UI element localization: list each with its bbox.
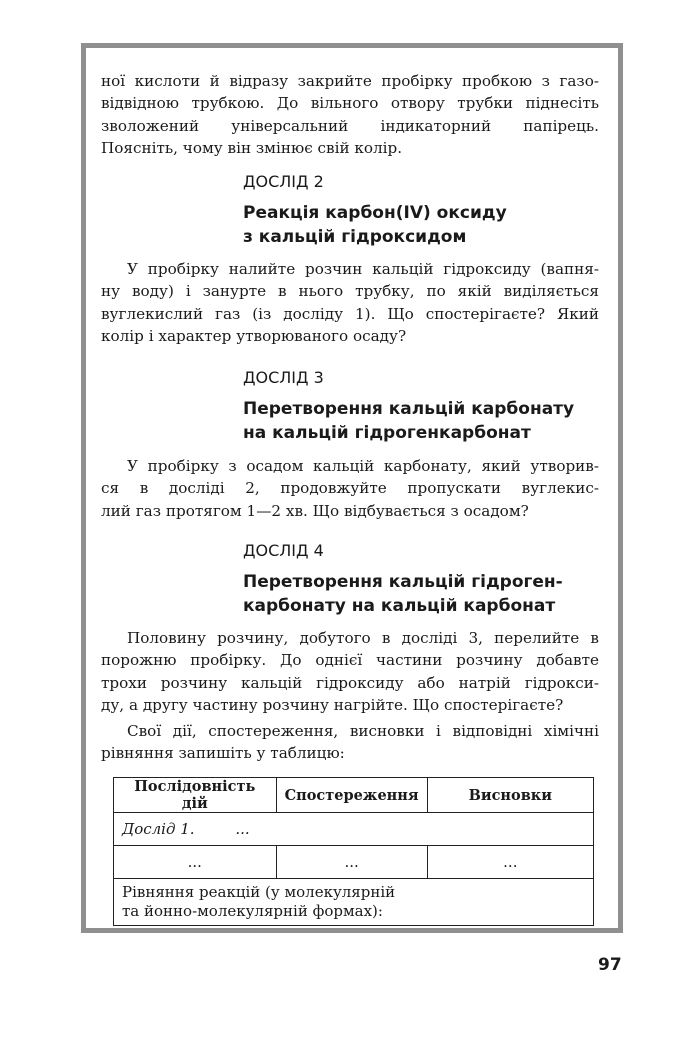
page-number: 97 [598,955,622,975]
closing-paragraph [101,720,599,765]
experiment-2-text [101,258,599,348]
text-line: лий газ протягом 1—2 хв. Що відбувається з осадом? [101,501,529,520]
table-header-conclusions: Висновки [427,778,593,813]
intro-paragraph [101,70,599,160]
text-line: ну воду) і занурте в нього трубку, по якій виділяється [101,282,599,301]
table-row [114,813,594,846]
text-line: колір і характер утворюваного осаду? [101,327,407,346]
text-line: рівняння запишіть у таблицю: [101,744,345,763]
experiment-3-label: ДОСЛІД 3 [243,368,324,387]
experiment-3-text [101,455,599,522]
experiment-4-text [101,627,599,717]
text-line: У пробірку налийте розчин кальцій гідроксиду (вапня- [127,260,599,278]
text-line: вуглекислий газ (із досліду 1). Що спостерігаєте? Який [101,304,599,323]
experiment-2-label: ДОСЛІД 2 [243,172,324,191]
text-line: ної кислоти й відразу закрийте пробірку пробкою з газо- [101,72,599,90]
title-line: карбонату на кальцій карбонат [243,596,556,616]
table-row [114,879,594,926]
title-line: з кальцій гідроксидом [243,227,467,247]
text-line: трохи розчину кальцій гідроксиду або натрій гідрокси- [101,673,599,692]
text-line: Половину розчину, добутого в досліді 3, перелийте в [127,629,599,647]
text-line: ся в досліді 2, продовжуйте пропускати вуглекис- [101,479,599,498]
text-line: У пробірку з осадом кальцій карбонату, який утворив- [127,457,599,475]
equations-line: Рівняння реакцій (у молекулярній [122,883,396,901]
title-line: Перетворення кальцій гідроген- [243,572,563,592]
table-header-row [114,778,594,813]
experiment-3-title [243,397,574,445]
table-cell: ... [427,846,593,879]
experiment-4-title [243,570,563,618]
table-row [114,846,594,879]
table-header-actions: Послідовність дій [114,778,277,813]
table-cell: ... [114,846,277,879]
experiment-4-label: ДОСЛІД 4 [243,541,324,560]
text-line: відвідною трубкою. До вільного отвору трубки піднесіть [101,94,599,113]
text-line: порожню пробірку. До однієї частини розчину добавте [101,651,599,670]
text-line: Поясніть, чому він змінює свій колір. [101,139,403,158]
title-line: на кальцій гідрогенкарбонат [243,423,531,443]
text-line: Свої дії, спостереження, висновки і відповідні хімічні [127,722,599,740]
table-cell: ... [276,846,427,879]
ellipsis: ... [235,820,250,838]
table-header-observations: Спостереження [276,778,427,813]
table-cell-equations [114,879,594,926]
text-line: зволожений універсальний індикаторний папірець. [101,116,599,135]
experiment-1-text: Дослід 1. [122,820,195,838]
table-cell-experiment-1 [114,813,594,846]
text-line: ду, а другу частину розчину нагрійте. Що спостерігаєте? [101,696,564,715]
results-table [113,777,594,926]
title-line: Перетворення кальцій карбонату [243,399,575,419]
experiment-2-title [243,201,507,249]
title-line: Реакція карбон(IV) оксиду [243,203,507,223]
equations-line: та йонно-молекулярній формах): [122,902,383,920]
